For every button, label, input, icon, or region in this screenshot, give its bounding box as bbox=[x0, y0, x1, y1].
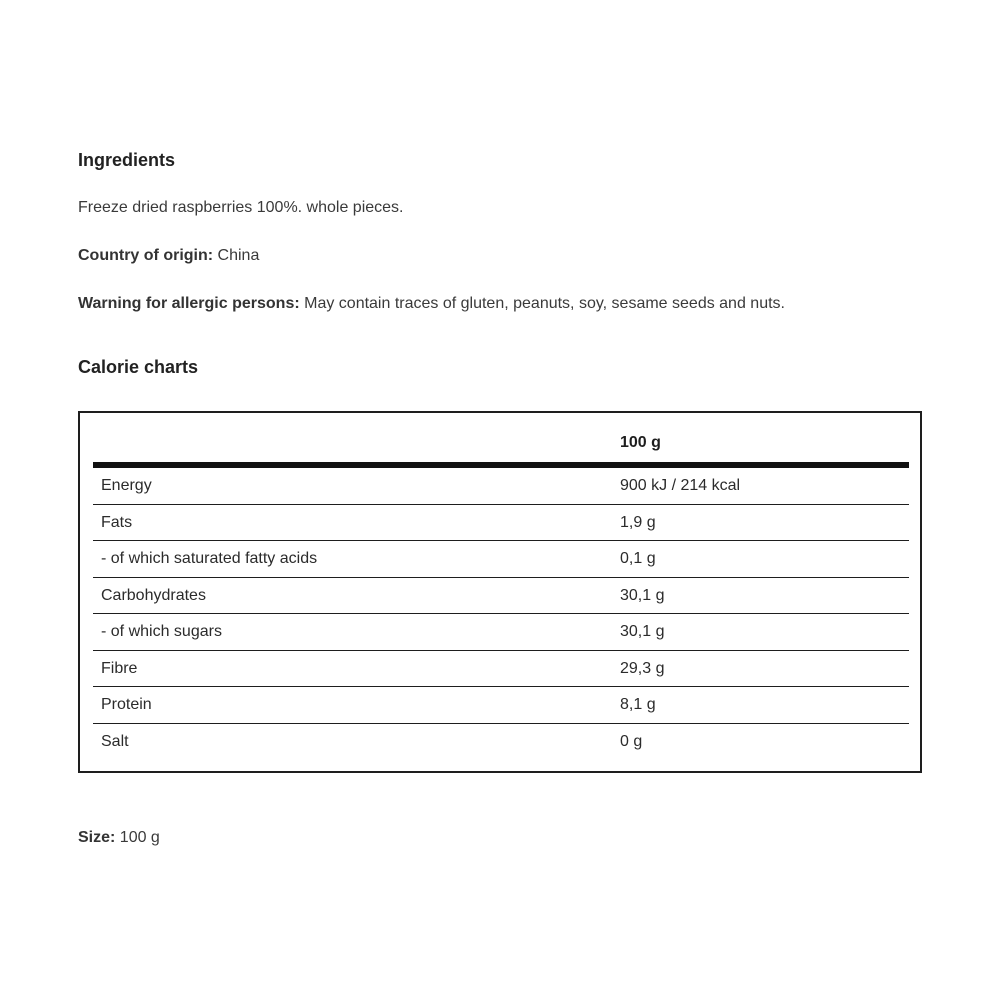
row-value: 900 kJ / 214 kcal bbox=[620, 477, 741, 494]
allergy-value: May contain traces of gluten, peanuts, soy, sesame seeds and nuts. bbox=[299, 295, 785, 312]
table-row bbox=[93, 651, 909, 688]
table-row bbox=[93, 541, 909, 578]
row-label: Fats bbox=[101, 513, 133, 531]
row-value: 30,1 g bbox=[620, 586, 665, 604]
package-size bbox=[78, 829, 160, 847]
ingredients-text: Freeze dried raspberries 100%. whole pieces. bbox=[78, 199, 404, 216]
nutrition-table-header bbox=[93, 413, 909, 463]
allergy-warning bbox=[78, 295, 785, 313]
size-value: 100 g bbox=[115, 829, 160, 846]
row-label: Energy bbox=[101, 477, 152, 494]
row-label: Salt bbox=[101, 732, 129, 750]
row-label: Carbohydrates bbox=[101, 586, 206, 604]
row-label: - of which sugars bbox=[101, 623, 222, 640]
table-row bbox=[93, 578, 909, 615]
origin-value: China bbox=[213, 247, 260, 264]
table-row bbox=[93, 724, 909, 761]
row-label: Fibre bbox=[101, 659, 138, 677]
nutrition-rows bbox=[93, 468, 909, 760]
column-header-100g: 100 g bbox=[620, 434, 661, 451]
nutrition-table bbox=[78, 411, 922, 773]
calorie-charts-heading: Calorie charts bbox=[78, 357, 199, 377]
row-value: 0,1 g bbox=[620, 550, 656, 567]
origin-label: Country of origin: bbox=[78, 247, 214, 264]
table-row bbox=[93, 614, 909, 651]
table-row bbox=[93, 468, 909, 505]
ingredients-heading: Ingredients bbox=[78, 150, 176, 170]
row-value: 0 g bbox=[620, 732, 643, 750]
row-value: 8,1 g bbox=[620, 696, 656, 713]
size-label: Size: bbox=[78, 829, 116, 846]
table-row bbox=[93, 687, 909, 724]
country-of-origin bbox=[78, 247, 259, 265]
row-value: 1,9 g bbox=[620, 513, 656, 531]
row-label: Protein bbox=[101, 696, 152, 713]
table-row bbox=[93, 505, 909, 542]
row-value: 29,3 g bbox=[620, 659, 665, 677]
allergy-label: Warning for allergic persons: bbox=[78, 295, 300, 312]
row-label: - of which saturated fatty acids bbox=[101, 550, 318, 567]
row-value: 30,1 g bbox=[620, 623, 665, 640]
